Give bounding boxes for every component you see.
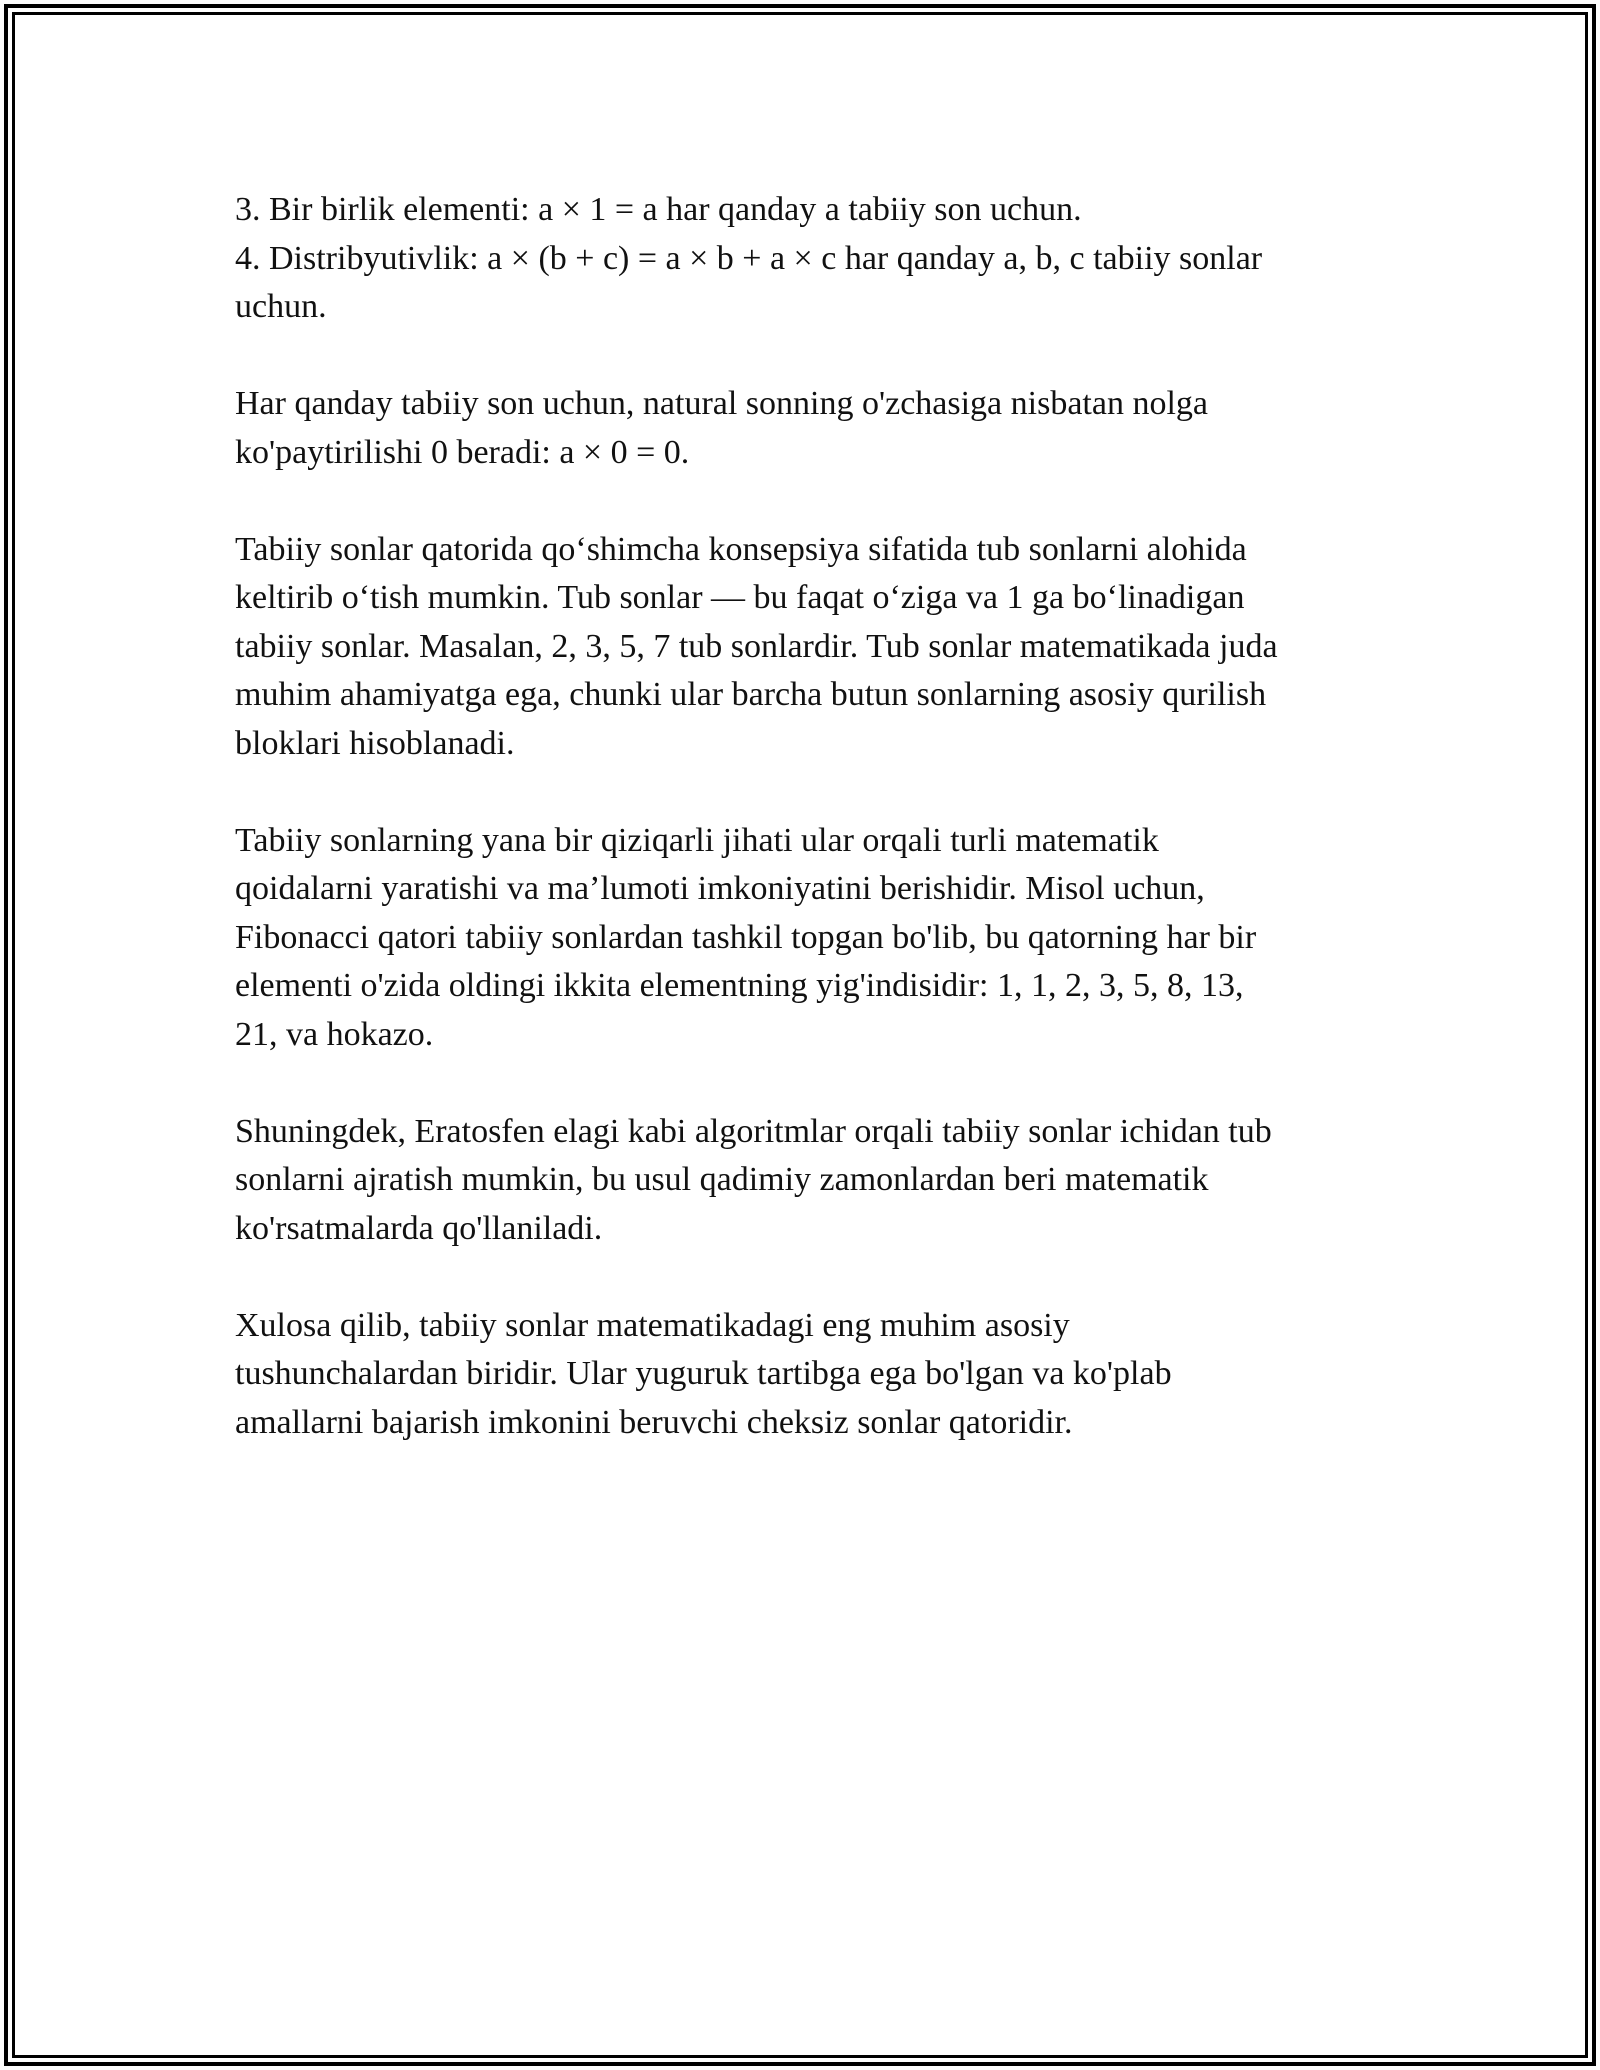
paragraph-line: bloklari hisoblanadi. (235, 724, 515, 762)
paragraph-line: 21, va hokazo. (235, 1015, 434, 1053)
paragraph-line: Fibonacci qatori tabiiy sonlardan tashkil topgan bo'lib, bu qatorning har bir (235, 918, 1257, 956)
paragraph-line: keltirib o‘tish mumkin. Tub sonlar — bu faqat o‘ziga va 1 ga bo‘linadigan (235, 579, 1245, 616)
document-body (235, 186, 1385, 1496)
list-item-3: 3. Bir birlik elementi: a × 1 = a har qanday a tabiiy son uchun. (235, 191, 1082, 228)
paragraph-line: muhim ahamiyatga ega, chunki ular barcha butun sonlarning asosiy qurilish (235, 676, 1267, 713)
paragraph-line: qoidalarni yaratishi va ma’lumoti imkoniyatini berishidir. Misol uchun, (235, 870, 1205, 907)
paragraph-line: elementi o'zida oldingi ikkita elementning yig'indisidir: 1, 1, 2, 3, 5, 8, 13, (235, 967, 1244, 1004)
paragraph-line: Shuningdek, Eratosfen elagi kabi algoritmlar orqali tabiiy sonlar ichidan tub (235, 1112, 1272, 1150)
paragraph-line: ko'rsatmalarda qo'llaniladi. (235, 1209, 603, 1247)
paragraph-line: Tabiiy sonlar qatorida qo‘shimcha konsepsiya sifatida tub sonlarni alohida (235, 530, 1247, 568)
paragraph-fibonacci (235, 817, 1385, 1060)
paragraph-line: ko'paytirilishi 0 beradi: a × 0 = 0. (235, 433, 690, 471)
paragraph-zero-product (235, 380, 1385, 477)
paragraph-line: amallarni bajarish imkonini beruvchi cheksiz sonlar qatoridir. (235, 1403, 1073, 1441)
paragraph-line: sonlarni ajratish mumkin, bu usul qadimiy zamonlardan beri matematik (235, 1161, 1209, 1198)
paragraph-line: Har qanday tabiiy son uchun, natural sonning o'zchasiga nisbatan nolga (235, 385, 1208, 422)
list-item-4: 4. Distribyutivlik: a × (b + c) = a × b + a × c har qanday a, b, c tabiiy sonlar (235, 239, 1263, 277)
paragraph-prime-numbers (235, 526, 1385, 769)
paragraph-line: Tabiiy sonlarning yana bir qiziqarli jihati ular orqali turli matematik (235, 821, 1159, 859)
list-item-4-continuation: uchun. (235, 288, 327, 325)
paragraph-eratosthenes (235, 1108, 1385, 1254)
paragraph-line: tushunchalardan biridir. Ular yuguruk tartibga ega bo'lgan va ko'plab (235, 1355, 1172, 1392)
paragraph-conclusion (235, 1302, 1385, 1448)
paragraph-line: Xulosa qilib, tabiiy sonlar matematikadagi eng muhim asosiy (235, 1306, 1070, 1344)
paragraph-line: tabiiy sonlar. Masalan, 2, 3, 5, 7 tub sonlardir. Tub sonlar matematikada juda (235, 627, 1278, 665)
list-block (235, 186, 1385, 332)
